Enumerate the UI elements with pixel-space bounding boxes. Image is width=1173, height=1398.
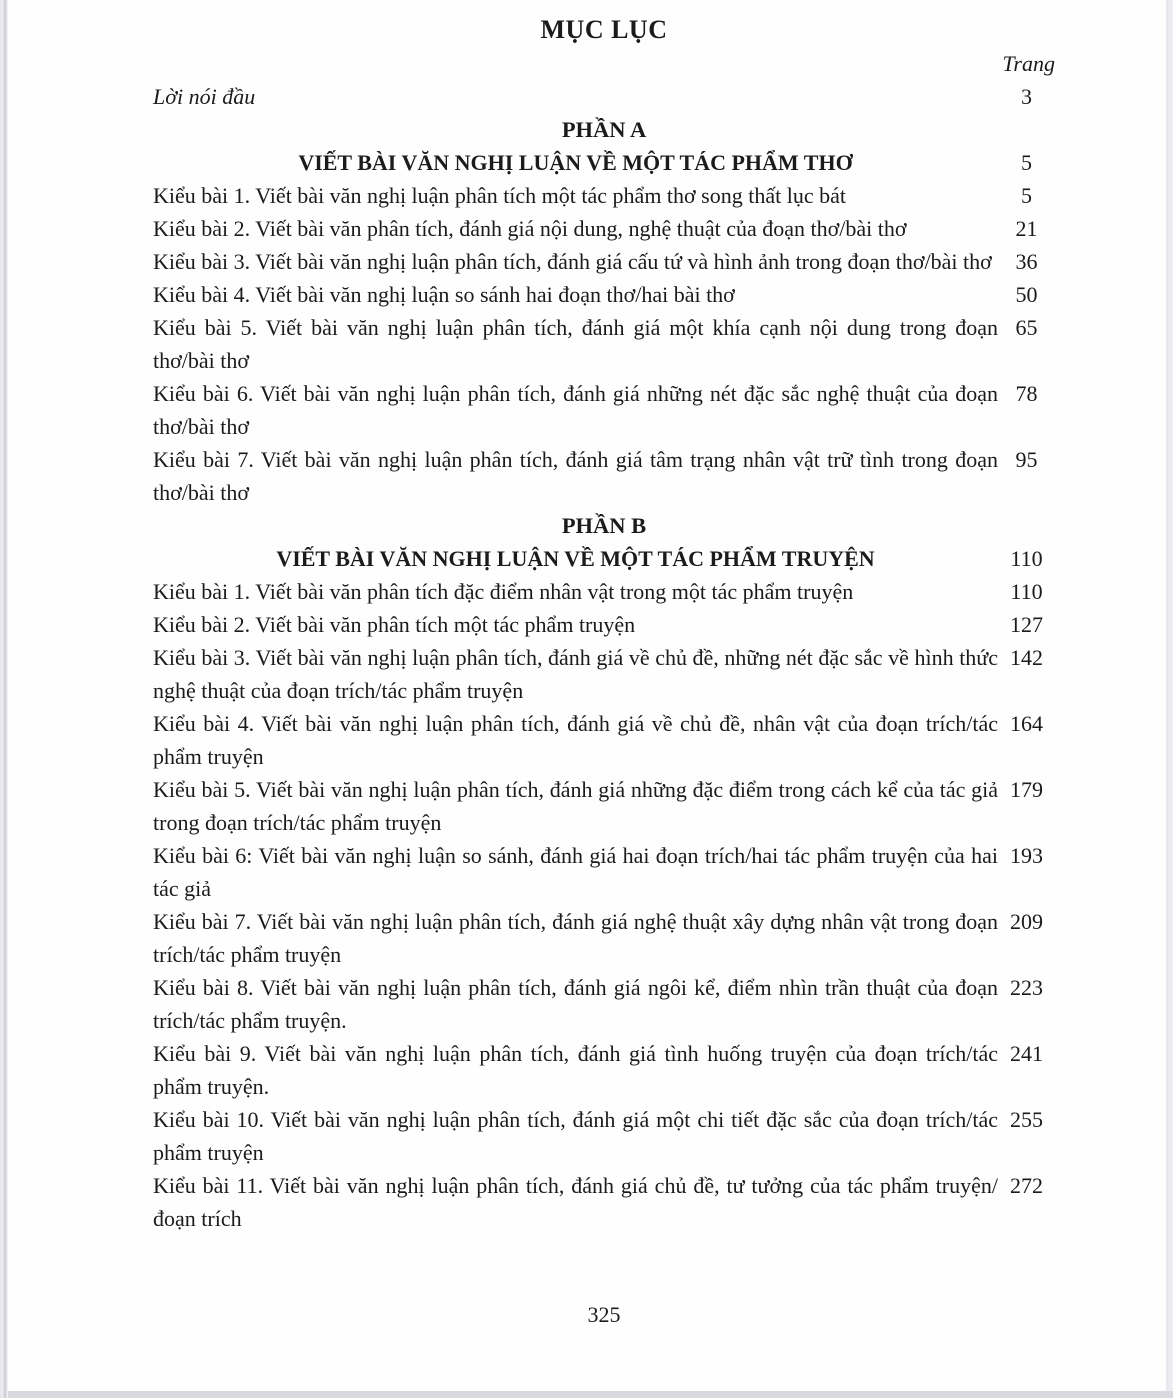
section-a-heading-row <box>153 146 1055 179</box>
toc-entry-text: Kiểu bài 6: Viết bài văn nghị luận so sánh, đánh giá hai đoạn trích/hai tác phẩm truyện của hai tác giả <box>153 843 998 901</box>
toc-entry-page: 36 <box>1015 249 1038 274</box>
toc-entry-text: Kiểu bài 2. Viết bài văn phân tích, đánh giá nội dung, nghệ thuật của đoạn thơ/bài thơ <box>153 216 907 241</box>
toc-entry <box>153 278 1055 311</box>
section-b-heading: VIẾT BÀI VĂN NGHỊ LUẬN VỀ MỘT TÁC PHẨM TRUYỆN <box>276 546 875 571</box>
toc-entry-page: 241 <box>1010 1041 1043 1066</box>
page-column-header: Trang <box>1002 51 1055 76</box>
preface-page: 3 <box>1021 84 1032 109</box>
toc-entry-page: 5 <box>1021 183 1032 208</box>
toc-entry-page: 65 <box>1015 315 1038 340</box>
toc-entry <box>153 311 1055 377</box>
toc-entry-text: Kiểu bài 3. Viết bài văn nghị luận phân tích, đánh giá cấu tứ và hình ảnh trong đoạn thơ/bài thơ <box>153 249 992 274</box>
toc-entry-page: 21 <box>1015 216 1038 241</box>
toc-entry-page: 127 <box>1010 612 1043 637</box>
toc-entry <box>153 773 1055 839</box>
toc-entry-text: Kiểu bài 8. Viết bài văn nghị luận phân tích, đánh giá ngôi kể, điểm nhìn trần thuật của đoạn trích/tác phẩm truyện. <box>153 975 998 1033</box>
toc-entry-text: Kiểu bài 11. Viết bài văn nghị luận phân tích, đánh giá chủ đề, tư tưởng của tác phẩm truyện/đoạn trích <box>153 1173 998 1231</box>
toc-entry <box>153 245 1055 278</box>
toc-entry <box>153 179 1055 212</box>
toc-entry <box>153 212 1055 245</box>
toc-entry <box>153 608 1055 641</box>
toc-entry <box>153 1103 1055 1169</box>
toc-entry <box>153 905 1055 971</box>
toc-entry-page: 164 <box>1010 711 1043 736</box>
toc-entry-page: 272 <box>1010 1173 1043 1198</box>
section-a-page: 5 <box>1021 150 1032 175</box>
toc-entry-text: Kiểu bài 7. Viết bài văn nghị luận phân tích, đánh giá nghệ thuật xây dựng nhân vật trong đoạn trích/tác phẩm truyện <box>153 909 998 967</box>
toc-entry <box>153 839 1055 905</box>
toc-entry-text: Kiểu bài 7. Viết bài văn nghị luận phân tích, đánh giá tâm trạng nhân vật trữ tình trong đoạn thơ/bài thơ <box>153 447 998 505</box>
toc-entry-page: 142 <box>1010 645 1043 670</box>
toc-entry <box>153 641 1055 707</box>
scan-edge-left <box>0 0 8 1398</box>
toc-entry-text: Kiểu bài 1. Viết bài văn nghị luận phân tích một tác phẩm thơ song thất lục bát <box>153 183 846 208</box>
toc-title: MỤC LỤC <box>540 15 668 44</box>
toc-entry-page: 110 <box>1010 579 1043 604</box>
toc-entry-page: 179 <box>1010 777 1043 802</box>
toc-entry-text: Kiểu bài 3. Viết bài văn nghị luận phân tích, đánh giá về chủ đề, những nét đặc sắc về hình thức nghệ thuật của đoạn trích/tác phẩm truyện <box>153 645 998 703</box>
toc-entry-page: 95 <box>1015 447 1038 472</box>
toc-entry <box>153 707 1055 773</box>
toc-entry-text: Kiểu bài 2. Viết bài văn phân tích một tác phẩm truyện <box>153 612 636 637</box>
scan-edge-bottom <box>8 1391 1173 1398</box>
toc-entry <box>153 575 1055 608</box>
toc-entry <box>153 377 1055 443</box>
toc-entry <box>153 971 1055 1037</box>
part-b-title: PHẦN B <box>561 513 647 538</box>
scan-edge-right <box>1166 0 1173 1398</box>
toc-entry-page: 193 <box>1010 843 1043 868</box>
toc-entry-page: 209 <box>1010 909 1043 934</box>
section-a-heading: VIẾT BÀI VĂN NGHỊ LUẬN VỀ MỘT TÁC PHẨM THƠ <box>298 150 853 175</box>
toc-entry-page: 78 <box>1015 381 1038 406</box>
toc-entry-text: Kiểu bài 5. Viết bài văn nghị luận phân tích, đánh giá một khía cạnh nội dung trong đoạn thơ/bài thơ <box>153 315 998 373</box>
toc-entry-text: Kiểu bài 6. Viết bài văn nghị luận phân tích, đánh giá những nét đặc sắc nghệ thuật của đoạn thơ/bài thơ <box>153 381 998 439</box>
toc-entry-text: Kiểu bài 10. Viết bài văn nghị luận phân tích, đánh giá một chi tiết đặc sắc của đoạn trích/tác phẩm truyện <box>153 1107 998 1165</box>
toc-entry-page: 223 <box>1010 975 1043 1000</box>
preface-row <box>153 80 1055 113</box>
toc-entry-text: Kiểu bài 9. Viết bài văn nghị luận phân tích, đánh giá tình huống truyện của đoạn trích/tác phẩm truyện. <box>153 1041 998 1099</box>
toc-entry-page: 255 <box>1010 1107 1043 1132</box>
toc-entry-text: Kiểu bài 4. Viết bài văn nghị luận so sánh hai đoạn thơ/hai bài thơ <box>153 282 735 307</box>
toc-entry <box>153 1037 1055 1103</box>
page-number: 325 <box>587 1302 621 1327</box>
toc-content <box>153 13 1055 1235</box>
toc-entry-text: Kiểu bài 4. Viết bài văn nghị luận phân tích, đánh giá về chủ đề, nhân vật của đoạn trích/tác phẩm truyện <box>153 711 998 769</box>
part-a-title: PHẦN A <box>561 117 647 142</box>
section-b-heading-row <box>153 542 1055 575</box>
toc-entry-page: 50 <box>1015 282 1038 307</box>
toc-entry <box>153 1169 1055 1235</box>
toc-entry <box>153 443 1055 509</box>
preface-label: Lời nói đầu <box>153 84 256 109</box>
section-b-page: 110 <box>1010 546 1043 571</box>
toc-entry-text: Kiểu bài 5. Viết bài văn nghị luận phân tích, đánh giá những đặc điểm trong cách kể của tác giả trong đoạn trích/tác phẩm truyện <box>153 777 998 835</box>
toc-entry-text: Kiểu bài 1. Viết bài văn phân tích đặc điểm nhân vật trong một tác phẩm truyện <box>153 579 854 604</box>
